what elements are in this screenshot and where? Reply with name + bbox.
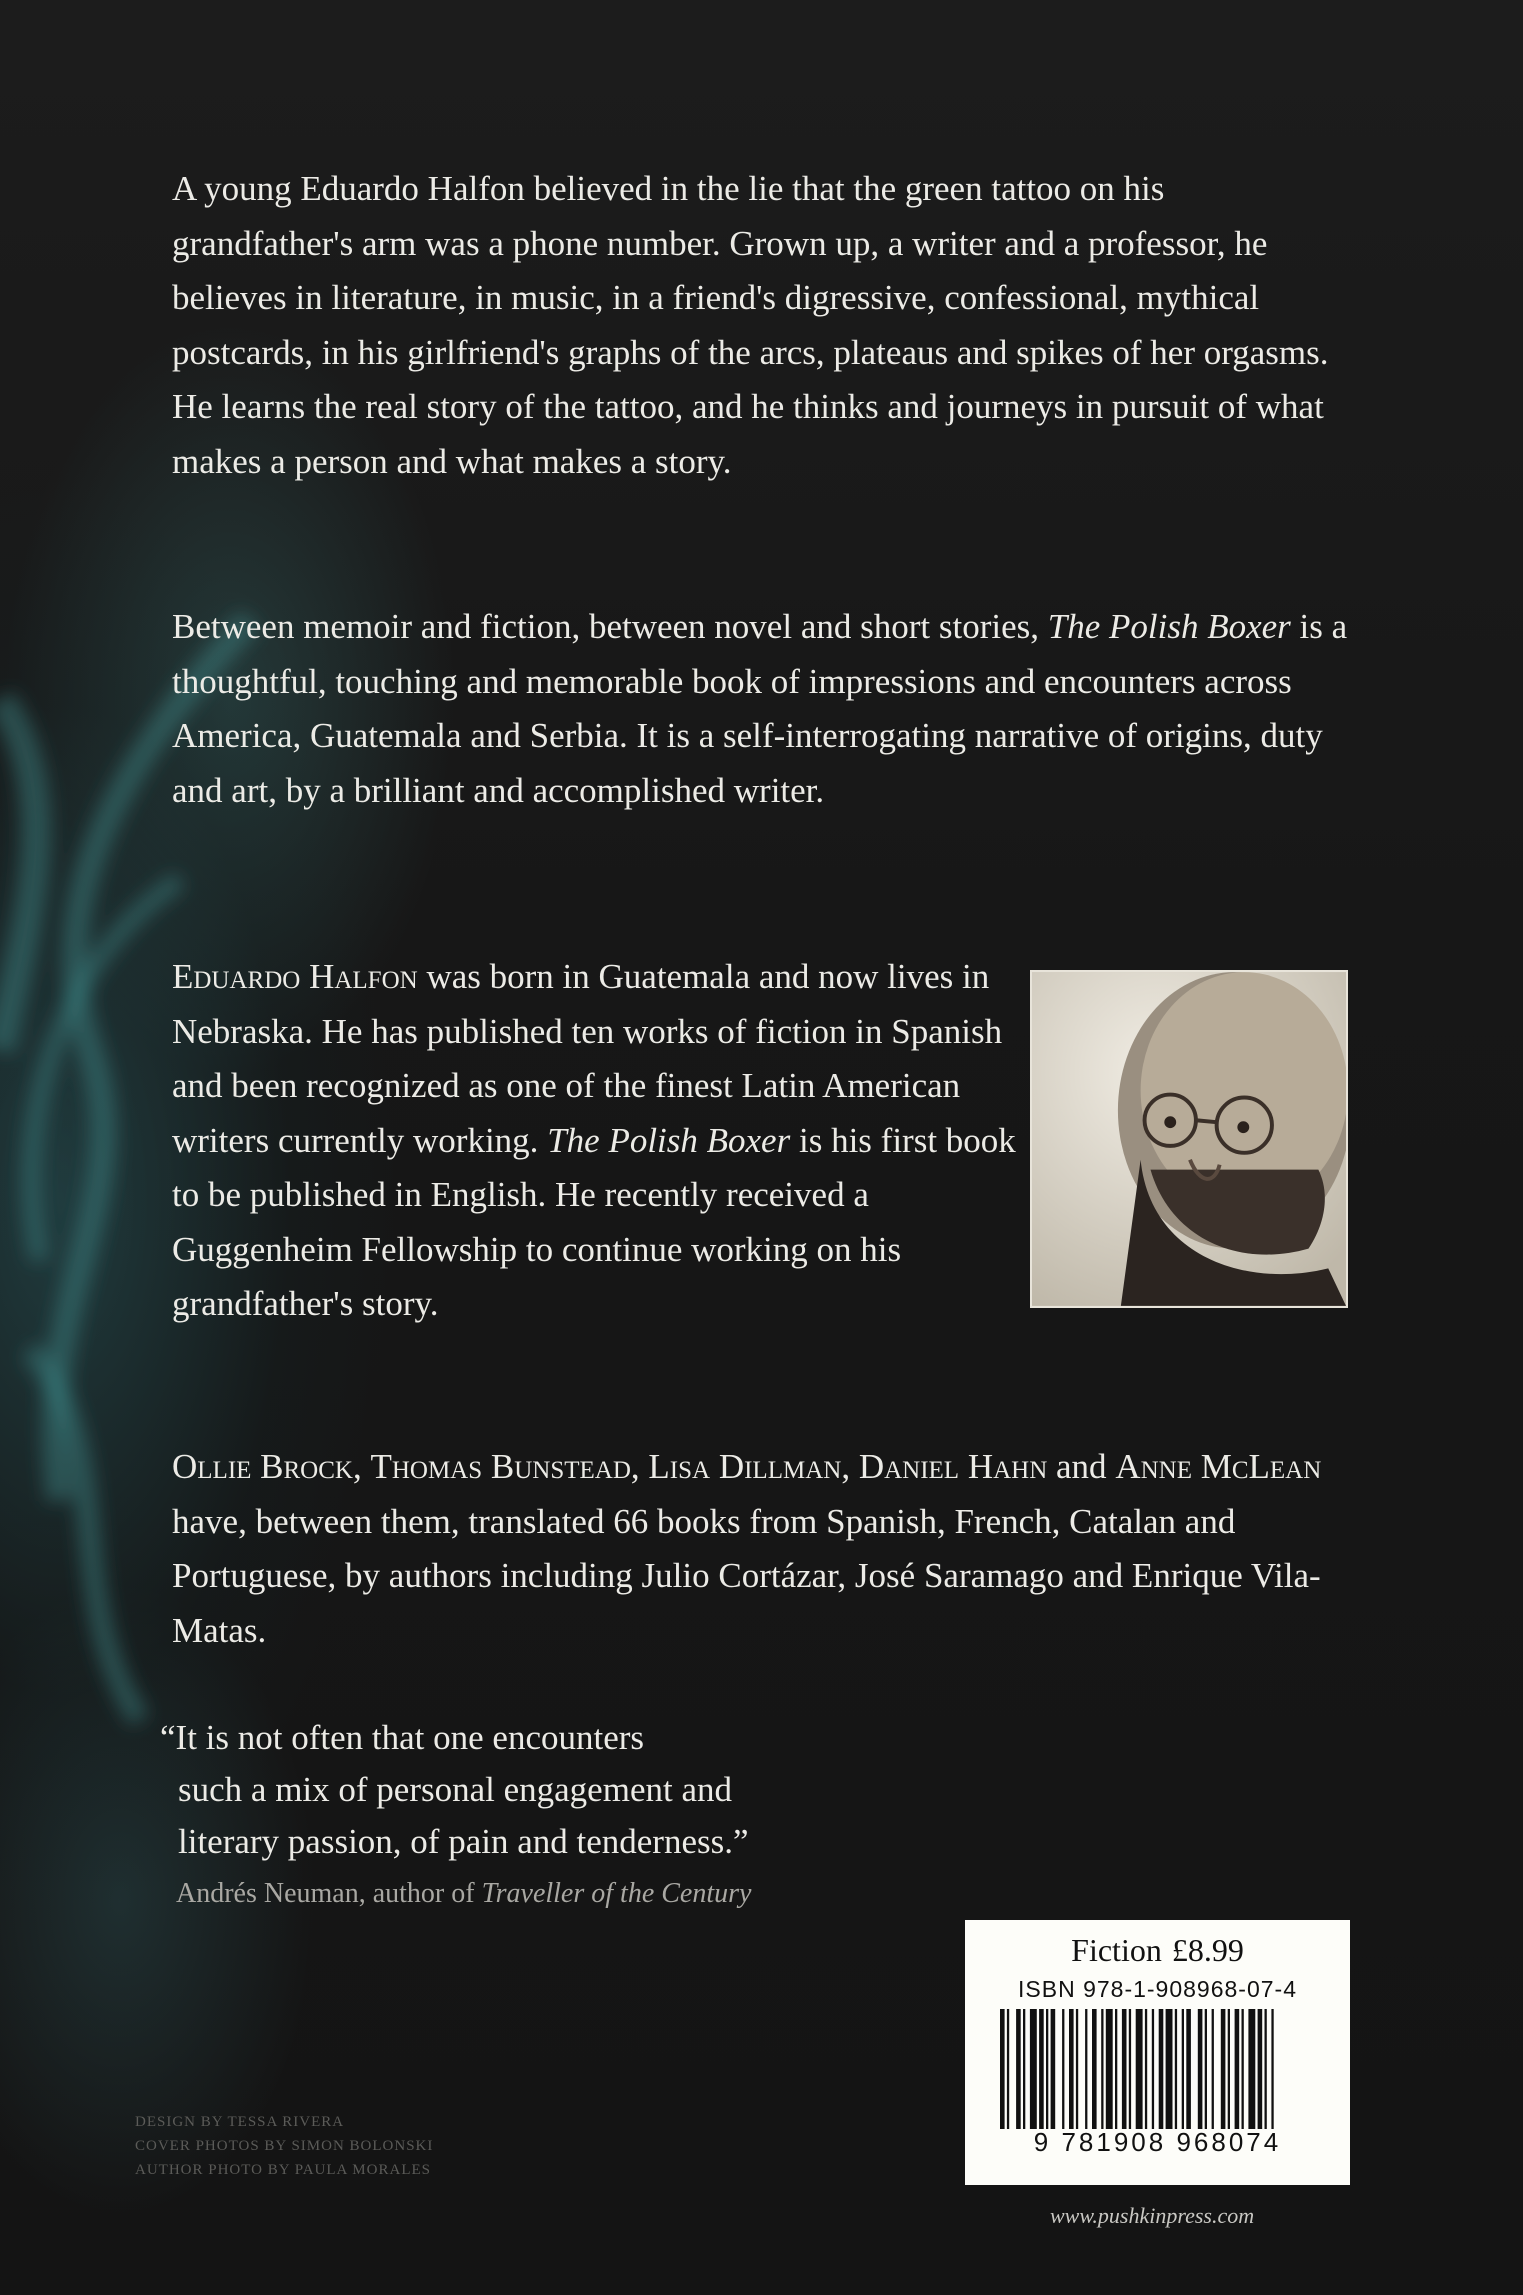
- barcode-bar: [1046, 2009, 1048, 2129]
- barcode-bar: [1000, 2009, 1005, 2129]
- price-row: [983, 1930, 1332, 1970]
- barcode-bar: [1204, 2009, 1206, 2129]
- barcode-digits: 9 781908 968074: [1033, 2127, 1282, 2157]
- barcode-bar: [1264, 2009, 1266, 2129]
- review-quote: “It is not often that one encounters such a mix of personal engagement and literary passion, of pain and tenderness.”: [160, 1718, 749, 1861]
- blurb-paragraph-2: Between memoir and fiction, between novel and short stories, The Polish Boxer is a thoughtful, touching and memorable book of impressions and encounters across America, Guatemala and Serbia. It is a self-interrogating narrative of origins, duty and art, by a brilliant and accomplished writer.: [172, 607, 1348, 810]
- quote-attribution: Andrés Neuman, author of Traveller of the Century: [176, 1878, 752, 1909]
- blurb-paragraph: A young Eduardo Halfon believed in the lie that the green tattoo on his grandfather's arm was a phone number. Grown up, a writer and a professor, he believes in literature, in music, in a friend's digressive, confessional, mythical postcards, in his girlfriend's graphs of the arcs, plateaus and spikes of her orgasms. He learns the real story of the tattoo, and he thinks and journeys in pursuit of what makes a person and what makes a story.: [172, 169, 1329, 481]
- barcode-bar: [1151, 2009, 1153, 2129]
- barcode-bar: [1220, 2009, 1225, 2129]
- barcode-bar: [1115, 2009, 1117, 2129]
- author-photo: [1030, 970, 1348, 1308]
- barcode-bar: [1165, 2009, 1172, 2129]
- barcode-bar: [1257, 2009, 1262, 2129]
- category-label: Fiction: [1071, 1932, 1162, 1968]
- barcode-bar: [1016, 2009, 1021, 2129]
- author-name: Eduardo Halfon: [172, 957, 418, 996]
- barcode-bar: [1186, 2009, 1191, 2129]
- translators-note: Ollie Brock, Thomas Bunstead, Lisa Dillman, Daniel Hahn and Anne McLean have, between them, translated 66 books from Spanish, French, Catalan and Portuguese, by authors including Julio Cortázar, José Saramago and Enrique Vila-Matas.: [172, 1447, 1322, 1650]
- barcode-bar: [1105, 2009, 1112, 2129]
- barcode-bar: [1050, 2009, 1055, 2129]
- barcode-bar: [1092, 2009, 1097, 2129]
- barcode-bar: [1241, 2009, 1243, 2129]
- barcode-bar: [1023, 2009, 1025, 2129]
- barcode-bar: [1075, 2009, 1077, 2129]
- barcode-bar: [1062, 2009, 1064, 2129]
- barcode-bar: [1069, 2009, 1074, 2129]
- barcode-bar: [1144, 2009, 1146, 2129]
- barcode-bar: [1039, 2009, 1044, 2129]
- barcode-bar: [1181, 2009, 1183, 2129]
- publisher-url: www.pushkinpress.com: [1050, 2203, 1255, 2228]
- barcode-bar: [1085, 2009, 1087, 2129]
- barcode-bar: [1234, 2009, 1239, 2129]
- barcode-bars: [988, 2009, 1328, 2129]
- isbn-text: ISBN 978-1-908968-07-4: [1018, 1976, 1297, 2002]
- barcode-bar: [1101, 2009, 1103, 2129]
- barcode-bar: [1006, 2009, 1008, 2129]
- book-title: The Polish Boxer: [1047, 607, 1291, 646]
- barcode-bar: [1211, 2009, 1213, 2129]
- barcode-bar: [1121, 2009, 1126, 2129]
- author-photo-credit: AUTHOR PHOTO BY PAULA MORALES: [135, 2162, 431, 2178]
- book-title: The Polish Boxer: [547, 1120, 791, 1160]
- price: £8.99: [1171, 1932, 1244, 1968]
- barcode-bar: [1128, 2009, 1130, 2129]
- barcode-bar: [1271, 2009, 1273, 2129]
- cover-photo-credit: COVER PHOTOS BY SIMON BOLONSKI: [135, 2138, 434, 2154]
- barcode-bar: [1158, 2009, 1163, 2129]
- credits: [135, 2110, 433, 2182]
- barcode-label: [965, 1920, 1350, 2185]
- design-credit: DESIGN BY TESSA RIVERA: [135, 2114, 345, 2130]
- barcode-bar: [1174, 2009, 1176, 2129]
- barcode-bar: [1248, 2009, 1255, 2129]
- author-bio: Eduardo Halfon was born in Guatemala and now lives in Nebraska. He has published ten works of fiction in Spanish and been recognized as one of the finest Latin American writers currently working. The Polish Boxer is his first book to be published in English. He recently received a Guggenheim Fellowship to continue working on his grandfather's story.: [172, 957, 1016, 1323]
- author-portrait-image: [1032, 972, 1346, 1306]
- barcode-bar: [1029, 2009, 1036, 2129]
- barcode-bar: [1197, 2009, 1202, 2129]
- barcode-bar: [1135, 2009, 1142, 2129]
- barcode-bar: [1227, 2009, 1229, 2129]
